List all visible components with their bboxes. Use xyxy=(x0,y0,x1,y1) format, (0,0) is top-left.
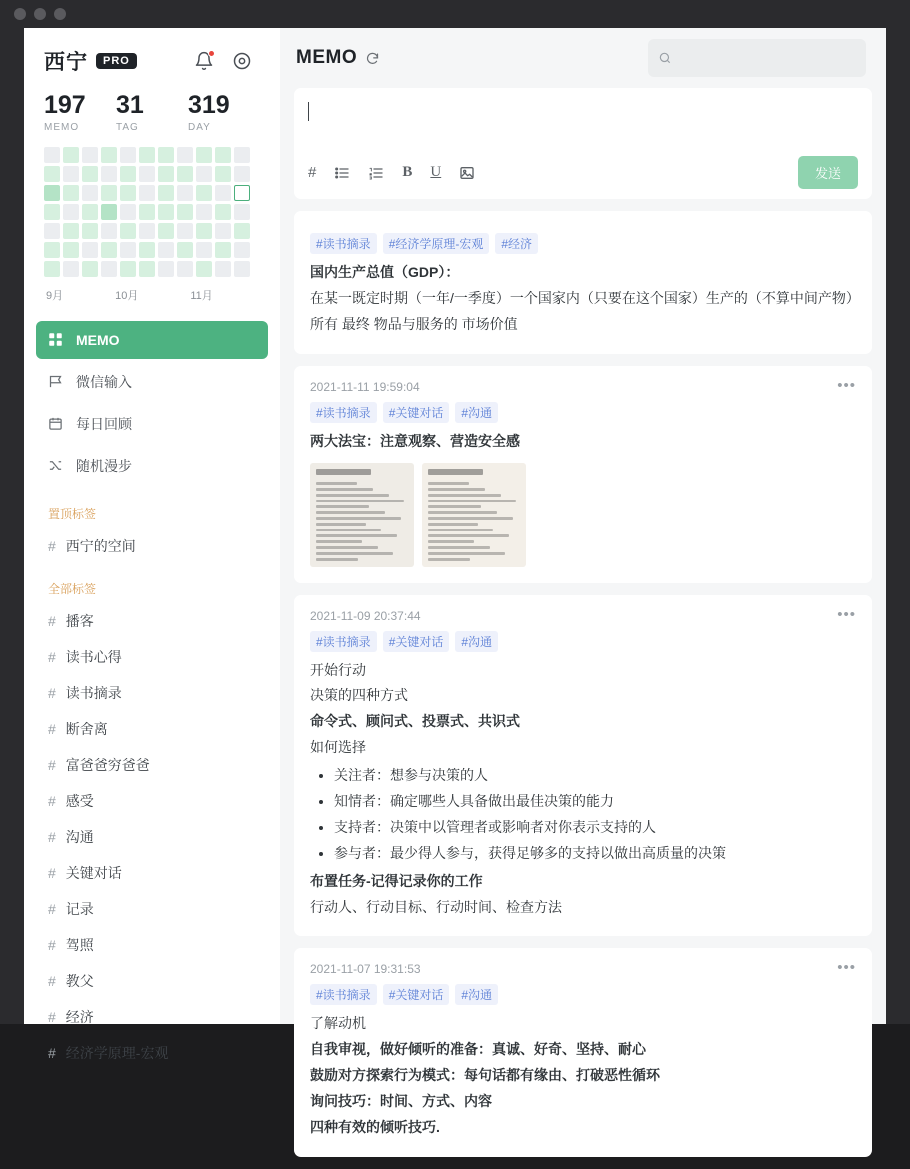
heatmap-cell[interactable] xyxy=(139,261,155,277)
memo-tag[interactable]: #沟通 xyxy=(455,984,498,1005)
memo-card[interactable] xyxy=(294,366,872,583)
tag-item[interactable] xyxy=(24,639,280,675)
stat-tag xyxy=(116,92,188,133)
memo-tags xyxy=(310,631,856,652)
tag-item-label: 教父 xyxy=(65,972,94,989)
heatmap-cell[interactable] xyxy=(44,204,60,220)
search-box[interactable] xyxy=(648,39,866,77)
close-window-button[interactable] xyxy=(14,8,26,20)
titlebar xyxy=(0,0,910,28)
heatmap-cell[interactable] xyxy=(63,242,79,258)
sidebar-item-daily-review-label: 每日回顾 xyxy=(76,415,132,432)
memo-card[interactable] xyxy=(294,948,872,1156)
heatmap-cell[interactable] xyxy=(101,166,117,182)
memo-body xyxy=(310,429,856,455)
heatmap-cell[interactable] xyxy=(234,242,250,258)
stat-memo-value: 197 xyxy=(44,91,86,119)
pinned-tag-item[interactable] xyxy=(24,528,280,564)
memo-list-item: • 关注者：想参与决策的人 xyxy=(334,763,856,789)
minimize-window-button[interactable] xyxy=(34,8,46,20)
hash-icon: # xyxy=(48,900,56,917)
memo-header xyxy=(310,376,856,394)
memo-line: 命令式、顾问式、投票式、共识式 xyxy=(310,713,520,730)
stat-day-value: 319 xyxy=(187,91,230,119)
heatmap-cell[interactable] xyxy=(120,166,136,182)
heatmap-cell[interactable] xyxy=(177,261,193,277)
heatmap-cell[interactable] xyxy=(63,204,79,220)
hash-icon: # xyxy=(48,828,56,845)
heatmap-cell[interactable] xyxy=(177,147,193,163)
tag-item-label: 驾照 xyxy=(65,936,94,953)
memo-tag[interactable]: #关键对话 xyxy=(383,984,450,1005)
memo-list xyxy=(294,211,872,1157)
hash-icon: # xyxy=(48,720,56,737)
shuffle-icon xyxy=(48,458,66,473)
heatmap-cell[interactable] xyxy=(82,261,98,277)
stats-row xyxy=(24,82,280,139)
heatmap-cell[interactable] xyxy=(196,261,212,277)
memo-tag[interactable]: #沟通 xyxy=(455,402,498,423)
memo-tag[interactable]: #关键对话 xyxy=(383,631,450,652)
heatmap-cell[interactable] xyxy=(44,147,60,163)
month-label-3: 11月 xyxy=(190,289,213,302)
memo-editor-input[interactable] xyxy=(308,100,858,142)
memo-image[interactable] xyxy=(422,463,526,567)
sidebar-item-memo[interactable] xyxy=(36,321,268,359)
heatmap-cell[interactable] xyxy=(139,166,155,182)
memo-body xyxy=(310,1011,856,1140)
heatmap-cell[interactable] xyxy=(158,147,174,163)
search-input[interactable] xyxy=(678,50,856,67)
heatmap-cell[interactable] xyxy=(101,204,117,220)
bold-icon[interactable]: B xyxy=(402,164,413,180)
heatmap-cell[interactable] xyxy=(158,166,174,182)
bullet-list-icon[interactable] xyxy=(334,165,350,181)
memo-timestamp: 2021-11-11 19:59:04 xyxy=(310,379,420,394)
heatmap-cell[interactable] xyxy=(215,223,231,239)
heatmap-cell[interactable] xyxy=(120,242,136,258)
heatmap-cell[interactable] xyxy=(215,147,231,163)
heatmap-cell[interactable] xyxy=(234,261,250,277)
hash-icon: # xyxy=(48,864,56,881)
image-content xyxy=(316,469,408,561)
heatmap-cell[interactable] xyxy=(44,185,60,201)
underline-icon[interactable]: U xyxy=(430,164,442,180)
tag-item-label: 关键对话 xyxy=(65,864,122,881)
heatmap-cell[interactable] xyxy=(139,242,155,258)
heatmap-cell[interactable] xyxy=(63,261,79,277)
heatmap-cell[interactable] xyxy=(44,242,60,258)
heatmap-cell[interactable] xyxy=(158,223,174,239)
brand-row xyxy=(24,28,280,82)
page-title: MEMO xyxy=(296,47,358,68)
heatmap-grid[interactable] xyxy=(44,147,264,277)
memo-timestamp: 2021-11-07 19:31:53 xyxy=(310,962,421,977)
memo-line: 行动人、行动目标、行动时间、检查方法 xyxy=(310,898,562,915)
heatmap-cell[interactable] xyxy=(82,166,98,182)
heatmap-cell[interactable] xyxy=(215,166,231,182)
send-button[interactable]: 发送 xyxy=(798,156,858,189)
hash-icon: # xyxy=(48,936,56,953)
search-icon xyxy=(658,51,672,65)
calendar-icon xyxy=(48,416,66,431)
heatmap-cell[interactable] xyxy=(101,242,117,258)
heatmap-cell[interactable] xyxy=(120,147,136,163)
notification-badge xyxy=(208,50,215,57)
heatmap-cell[interactable] xyxy=(63,223,79,239)
memo-editor[interactable] xyxy=(294,88,872,199)
heatmap-cell[interactable] xyxy=(82,185,98,201)
main-header xyxy=(280,28,886,88)
refresh-icon[interactable] xyxy=(365,51,380,66)
memo-tag[interactable]: #关键对话 xyxy=(383,402,450,423)
heatmap-cell[interactable] xyxy=(139,204,155,220)
tag-item-label: 读书摘录 xyxy=(65,684,122,701)
heatmap-cell[interactable] xyxy=(234,166,250,182)
heatmap-cell[interactable] xyxy=(196,204,212,220)
memo-header xyxy=(310,605,856,623)
target-icon[interactable] xyxy=(232,51,252,71)
heatmap-cell[interactable] xyxy=(44,223,60,239)
memo-tag[interactable]: #沟通 xyxy=(455,631,498,652)
heatmap-cell[interactable] xyxy=(44,166,60,182)
memo-scroll-area[interactable] xyxy=(280,88,886,1169)
memo-line: 布置任务-记得记录你的工作 xyxy=(310,872,483,889)
heatmap-cell[interactable] xyxy=(177,185,193,201)
heatmap-cell[interactable] xyxy=(196,223,212,239)
hash-icon: # xyxy=(48,537,56,554)
memo-body xyxy=(310,260,856,338)
stat-day-label: DAY xyxy=(187,121,211,133)
heatmap-cell[interactable] xyxy=(101,261,117,277)
memo-list-item: • 参与者：最少得人参与，获得足够多的支持以做出高质量的决策 xyxy=(334,841,856,867)
memo-tags xyxy=(310,233,856,254)
heatmap-cell[interactable] xyxy=(82,204,98,220)
memo-list-item: • 支持者：决策中以管理者或影响者对你表示支持的人 xyxy=(334,815,856,841)
heatmap-cell[interactable] xyxy=(82,242,98,258)
heatmap-cell[interactable] xyxy=(177,166,193,182)
text-caret xyxy=(308,102,309,121)
tag-item[interactable] xyxy=(24,711,280,747)
heatmap-cell[interactable] xyxy=(120,204,136,220)
memo-more-icon[interactable]: ••• xyxy=(837,376,856,394)
tag-item[interactable] xyxy=(24,1035,280,1071)
heatmap-cell[interactable] xyxy=(120,223,136,239)
memo-line: 两大法宝：注意观察、营造安全感 xyxy=(310,432,520,449)
stat-memo xyxy=(44,92,116,133)
heatmap-cell[interactable] xyxy=(158,204,174,220)
memo-timestamp: 2021-11-09 20:37:44 xyxy=(310,608,421,623)
heatmap-cell[interactable] xyxy=(82,147,98,163)
heatmap-cell[interactable] xyxy=(101,223,117,239)
tag-item-label: 富爸爸穷爸爸 xyxy=(65,756,150,773)
month-label-2: 10月 xyxy=(115,289,139,302)
memo-line: 四种有效的倾听技巧. xyxy=(310,1119,440,1136)
tag-item[interactable] xyxy=(24,783,280,819)
heatmap-cell[interactable] xyxy=(101,147,117,163)
tag-item-label: 记录 xyxy=(65,900,94,917)
tag-item[interactable] xyxy=(24,855,280,891)
stat-day xyxy=(188,92,260,133)
sidebar-item-wechat-input[interactable] xyxy=(36,363,268,401)
heatmap-cell[interactable] xyxy=(196,242,212,258)
heatmap-cell[interactable] xyxy=(177,204,193,220)
memo-line: 在某一既定时期（一年/一季度）一个国家内（只要在这个国家）生产的（不算中间产物）所有 最终 物品与服务的 市场价值 xyxy=(310,289,853,332)
heatmap-cell[interactable] xyxy=(234,223,250,239)
tag-item[interactable] xyxy=(24,603,280,639)
hash-icon: # xyxy=(48,612,56,629)
sidebar-item-daily-review[interactable] xyxy=(36,405,268,443)
pinned-tag-item-label: 西宁的空间 xyxy=(65,537,136,554)
tag-item[interactable] xyxy=(24,927,280,963)
memo-tag[interactable]: #经济学原理-宏观 xyxy=(383,233,490,254)
stat-tag-value: 31 xyxy=(115,91,144,119)
month-label-1: 9月 xyxy=(46,289,64,302)
tag-item[interactable] xyxy=(24,963,280,999)
heatmap-cell[interactable] xyxy=(63,166,79,182)
memo-image[interactable] xyxy=(310,463,414,567)
heatmap-cell[interactable] xyxy=(215,185,231,201)
memo-line: 开始行动 xyxy=(310,661,366,678)
hash-icon: # xyxy=(48,792,56,809)
heatmap-cell[interactable] xyxy=(82,223,98,239)
brand-name: 西宁 xyxy=(44,51,88,74)
memo-tags xyxy=(310,984,856,1005)
app-content xyxy=(24,28,886,1136)
heatmap-cell[interactable] xyxy=(177,223,193,239)
pro-badge: PRO xyxy=(96,53,137,69)
maximize-window-button[interactable] xyxy=(54,8,66,20)
heatmap-cell[interactable] xyxy=(63,147,79,163)
heatmap-cell[interactable] xyxy=(158,242,174,258)
tag-item-label: 经济学原理-宏观 xyxy=(65,1044,169,1061)
sidebar-item-memo-label: MEMO xyxy=(76,331,120,348)
heatmap-cell[interactable] xyxy=(196,147,212,163)
tag-item[interactable] xyxy=(24,747,280,783)
tag-item[interactable] xyxy=(24,999,280,1035)
memo-list-item: • 知情者：确定哪些人具备做出最佳决策的能力 xyxy=(334,789,856,815)
tag-item-label: 感受 xyxy=(65,792,94,809)
memo-line: 了解动机 xyxy=(310,1015,366,1032)
heatmap-cell[interactable] xyxy=(196,166,212,182)
stat-memo-label: MEMO xyxy=(44,121,80,133)
pinned-tags-title: 置顶标签 xyxy=(48,506,97,521)
memo-line: 国内生产总值（GDP）： xyxy=(310,264,460,280)
memo-bullet-list xyxy=(310,763,856,867)
heatmap-cell[interactable] xyxy=(215,261,231,277)
heatmap-cell[interactable] xyxy=(139,147,155,163)
flag-icon xyxy=(48,374,66,389)
stat-tag-label: TAG xyxy=(115,121,139,133)
heatmap-cell[interactable] xyxy=(234,185,250,201)
numbered-list-icon[interactable] xyxy=(368,165,384,181)
heatmap-cell[interactable] xyxy=(177,242,193,258)
hash-icon: # xyxy=(48,684,56,701)
memo-tag[interactable]: #读书摘录 xyxy=(310,984,377,1005)
heatmap-cell[interactable] xyxy=(234,204,250,220)
tag-item-label: 读书心得 xyxy=(65,648,122,665)
tag-item[interactable] xyxy=(24,891,280,927)
tag-item-label: 沟通 xyxy=(65,828,94,845)
memo-tag[interactable]: #读书摘录 xyxy=(310,631,377,652)
hash-icon[interactable]: # xyxy=(308,164,317,181)
memo-line: 决策的四种方式 xyxy=(310,687,408,704)
heatmap-cell[interactable] xyxy=(139,185,155,201)
hash-icon: # xyxy=(48,1044,56,1061)
image-content xyxy=(428,469,520,561)
heatmap-cell[interactable] xyxy=(196,185,212,201)
sidebar-item-random-walk-label: 随机漫步 xyxy=(76,457,132,474)
tag-item-label: 经济 xyxy=(65,1008,94,1025)
heatmap-cell[interactable] xyxy=(63,185,79,201)
heatmap-cell[interactable] xyxy=(139,223,155,239)
all-tags-title: 全部标签 xyxy=(48,581,97,596)
sidebar-item-random-walk[interactable] xyxy=(36,447,268,485)
memo-tag[interactable]: #读书摘录 xyxy=(310,402,377,423)
heatmap-cell[interactable] xyxy=(120,185,136,201)
memo-card[interactable] xyxy=(294,595,872,937)
pinned-tags-list xyxy=(24,528,280,564)
hash-icon: # xyxy=(48,972,56,989)
activity-heatmap xyxy=(24,139,280,277)
memo-tag[interactable]: #经济 xyxy=(495,233,538,254)
bell-icon[interactable] xyxy=(194,51,214,71)
sidebar xyxy=(24,28,280,1061)
sidebar-nav xyxy=(24,303,280,485)
heatmap-cell[interactable] xyxy=(234,147,250,163)
heatmap-cell[interactable] xyxy=(158,185,174,201)
tag-item-label: 断舍离 xyxy=(65,720,108,737)
tag-item[interactable] xyxy=(24,675,280,711)
heatmap-cell[interactable] xyxy=(215,242,231,258)
memo-tag[interactable]: #读书摘录 xyxy=(310,233,377,254)
all-tags-list xyxy=(24,603,280,1071)
memo-card[interactable] xyxy=(294,211,872,354)
editor-toolbar xyxy=(308,142,858,189)
sidebar-item-wechat-input-label: 微信输入 xyxy=(76,373,132,390)
image-icon[interactable] xyxy=(459,165,475,181)
memo-more-icon[interactable]: ••• xyxy=(837,959,856,977)
heatmap-cell[interactable] xyxy=(120,261,136,277)
main-panel xyxy=(280,28,886,1136)
tag-item-label: 播客 xyxy=(65,612,94,629)
heatmap-cell[interactable] xyxy=(215,204,231,220)
grid-icon xyxy=(48,332,66,347)
memo-line: 如何选择 xyxy=(310,739,366,756)
memo-header xyxy=(310,959,856,977)
memo-more-icon[interactable]: ••• xyxy=(837,605,856,623)
tag-item[interactable] xyxy=(24,819,280,855)
memo-line: 自我审视，做好倾听的准备：真诚、好奇、坚持、耐心 xyxy=(310,1041,646,1058)
heatmap-cell[interactable] xyxy=(101,185,117,201)
hash-icon: # xyxy=(48,1008,56,1025)
hash-icon: # xyxy=(48,648,56,665)
memo-line: 鼓励对方探索行为模式：每句话都有缘由、打破恶性循环 xyxy=(310,1067,660,1084)
header-icons xyxy=(194,51,260,71)
heatmap-cell[interactable] xyxy=(158,261,174,277)
hash-icon: # xyxy=(48,756,56,773)
memo-images xyxy=(310,463,856,567)
heatmap-months xyxy=(24,277,280,303)
memo-body xyxy=(310,658,856,921)
memo-line: 询问技巧：时间、方式、内容 xyxy=(310,1093,492,1110)
memo-tags xyxy=(310,402,856,423)
heatmap-cell[interactable] xyxy=(44,261,60,277)
